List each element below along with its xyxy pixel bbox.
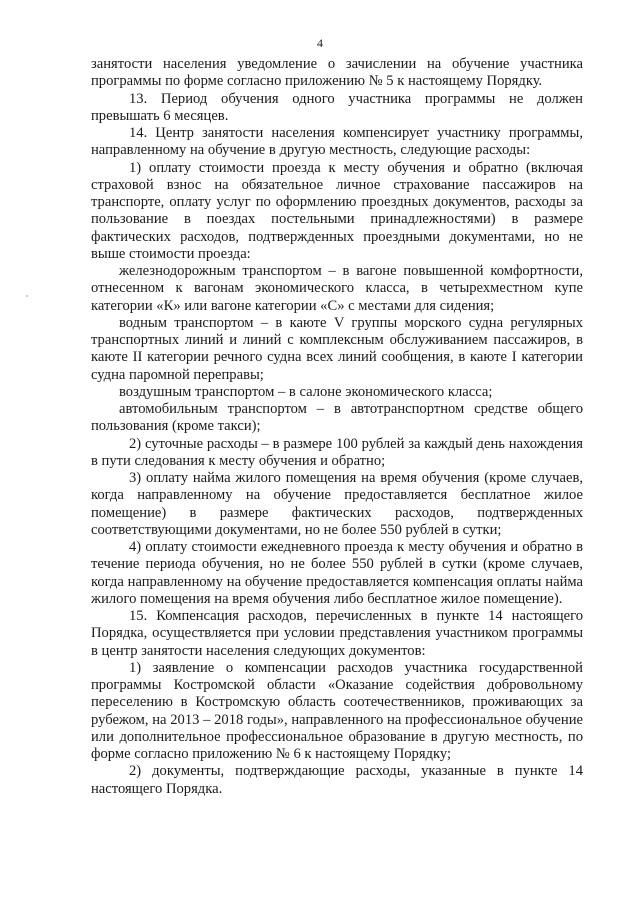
paragraph-compensation-application: 1) заявление о компенсации расходов участника государственной программы Костромской области «Оказание содействия добровольному переселению в Костромскую область соотечественников, проживающих за рубежом, на 2013 – 2018 годы», направленного на профессиональное обучение или дополнительное профессиональное образование в другую местность, по форме согласно приложению № 6 к настоящему Порядку; — [91, 659, 583, 762]
paragraph-item-14: 14. Центр занятости населения компенсирует участнику программы, направленному на обучение в другую местность, следующие расходы: — [91, 125, 583, 159]
paragraph-housing-rent: 3) оплату найма жилого помещения на время обучения (кроме случаев, когда направленному на обучение предоставляется бесплатное жилое помещение) в размере фактических расходов, подтвержденных соответствующими документами, но не более 550 рублей в сутки; — [91, 470, 583, 538]
document-body — [91, 56, 583, 798]
paragraph-continuation: занятости населения уведомление о зачислении на обучение участника программы по форме согласно приложению № 5 к настоящему Порядку. — [91, 56, 583, 90]
scan-speck — [26, 295, 28, 297]
paragraph-item-13: 13. Период обучения одного участника программы не должен превышать 6 месяцев. — [91, 90, 583, 124]
paragraph-road-transport: автомобильным транспортом – в автотранспортном средстве общего пользования (кроме такси); — [91, 401, 583, 435]
paragraph-supporting-documents: 2) документы, подтверждающие расходы, указанные в пункте 14 настоящего Порядка. — [91, 763, 583, 797]
paragraph-water-transport: водным транспортом – в каюте V группы морского судна регулярных транспортных линий и линий с комплексным обслуживанием пассажиров, в каюте II категории речного судна всех линий сообщения, в каюте I категории судна паромной переправы; — [91, 314, 583, 383]
page-number: 4 — [317, 36, 323, 50]
paragraph-air-transport: воздушным транспортом – в салоне экономического класса; — [119, 383, 493, 400]
paragraph-item-15: 15. Компенсация расходов, перечисленных в пункте 14 настоящего Порядка, осуществляется при условии представления участником программы в центр занятости населения следующих документов: — [91, 608, 583, 659]
paragraph-daily-allowance: 2) суточные расходы – в размере 100 рублей за каждый день нахождения в пути следования к месту обучения и обратно; — [91, 435, 583, 469]
paragraph-daily-commute: 4) оплату стоимости ежедневного проезда к месту обучения и обратно в течение периода обучения, но не более 550 рублей в сутки (кроме случаев, когда направленному на обучение предоставляется компенсация оплаты найма жилого помещения на время обучения либо бесплатное жилое помещение). — [91, 539, 583, 607]
paragraph-travel-cost: 1) оплату стоимости проезда к месту обучения и обратно (включая страховой взнос на обязательное личное страхование пассажиров на транспорте, оплату услуг по оформлению проездных документов, расходы за пользование в поездах постельными принадлежностями) в размере фактических расходов, подтвержденных проездными документами, но не выше стоимости проезда: — [91, 159, 583, 262]
paragraph-rail-transport: железнодорожным транспортом – в вагоне повышенной комфортности, отнесенном к вагонам экономического класса, в четырехместном купе категории «К» или вагоне категории «С» с местами для сидения; — [91, 263, 583, 314]
